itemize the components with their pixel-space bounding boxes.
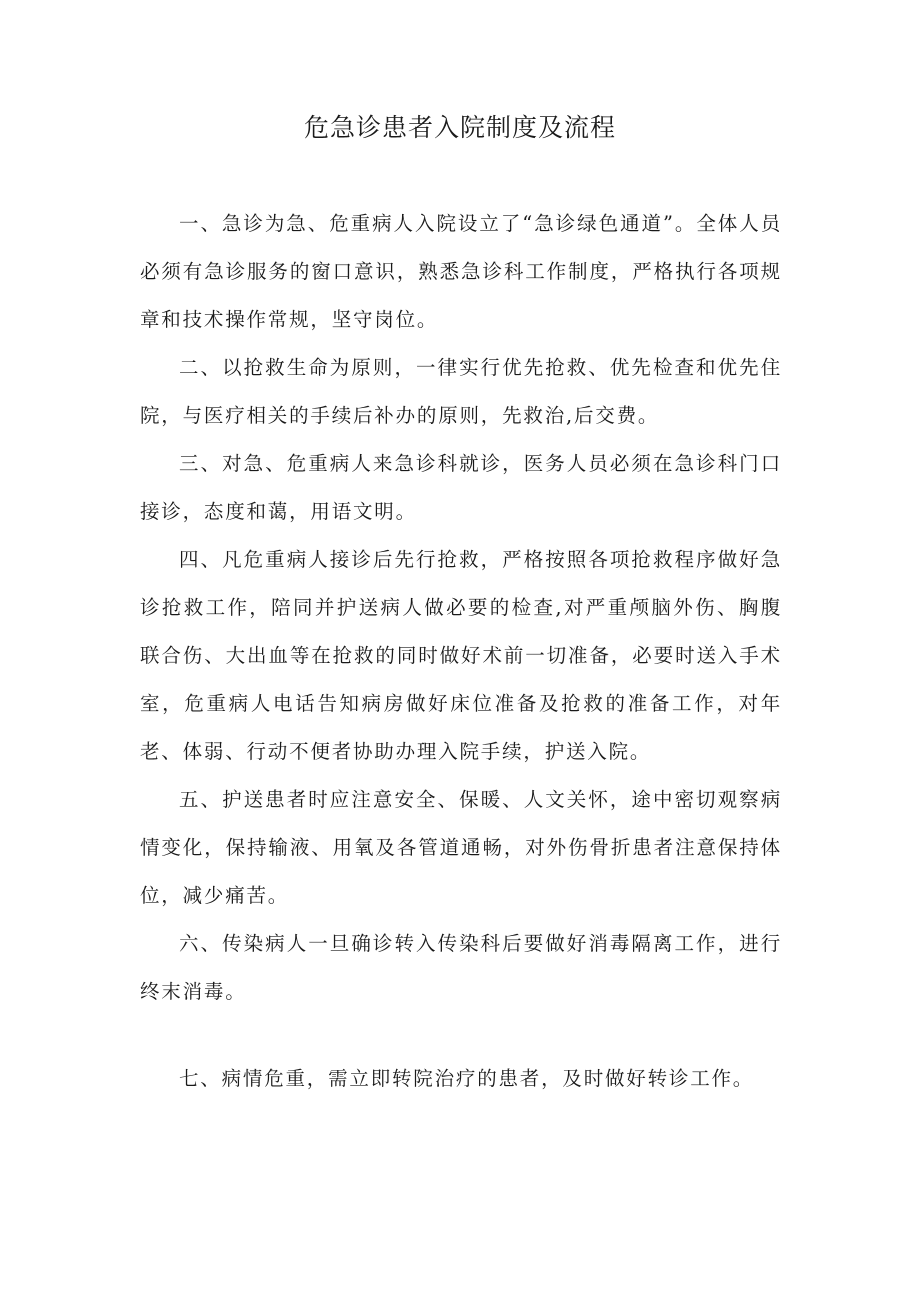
paragraph-5: 五、护送患者时应注意安全、保暖、人文关怀，途中密切观察病情变化，保持输液、用氧及各管道通畅，对外伤骨折患者注意保持体位，减少痛苦。 <box>140 788 782 907</box>
paragraph-1: 一、急诊为急、危重病人入院设立了“急诊绿色通道”。全体人员必须有急诊服务的窗口意识，熟悉急诊科工作制度，严格执行各项规章和技术操作常规，坚守岗位。 <box>140 212 782 331</box>
page-title: 危急诊患者入院制度及流程 <box>303 113 616 142</box>
paragraph-7: 七、病情危重，需立即转院治疗的患者，及时做好转诊工作。 <box>179 1067 755 1090</box>
paragraph-2: 二、以抢救生命为原则，一律实行优先抢救、优先检查和优先住院，与医疗相关的手续后补办的原则，先救治,后交费。 <box>140 356 782 427</box>
paragraph-4: 四、凡危重病人接诊后先行抢救，严格按照各项抢救程序做好急诊抢救工作，陪同并护送病人做必要的检查,对严重颅脑外伤、胸腹联合伤、大出血等在抢救的同时做好术前一切准备，必要时送入手术室，危重病人电话告知病房做好床位准备及抢救的准备工作，对年老、体弱、行动不便者协助办理入院手续，护送入院。 <box>140 548 782 763</box>
paragraph-6: 六、传染病人一旦确诊转入传染科后要做好消毒隔离工作，进行终末消毒。 <box>140 932 782 1003</box>
paragraph-3: 三、对急、危重病人来急诊科就诊，医务人员必须在急诊科门口接诊，态度和蔼，用语文明。 <box>140 452 782 523</box>
